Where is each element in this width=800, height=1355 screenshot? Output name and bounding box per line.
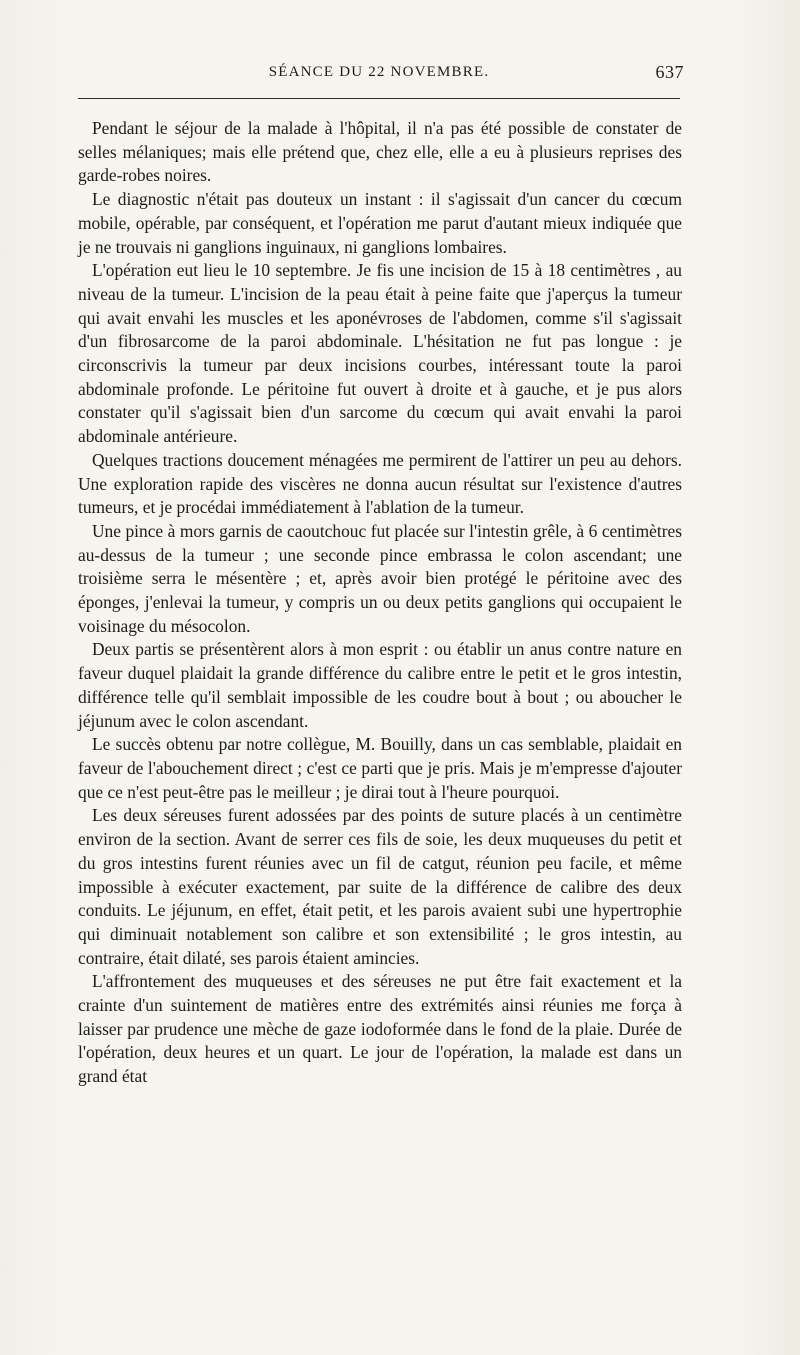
page-header bbox=[74, 64, 684, 86]
paragraph: L'opération eut lieu le 10 septembre. Je fis une incision de 15 à 18 centimètres , au niveau de la tumeur. L'incision de la peau était à peine faite que j'aperçus la tumeur qui avait envahi les muscles et les aponévroses de l'abdomen, comme s'il s'agissait d'un fibrosarcome de la paroi abdominale. L'hésitation ne fut pas longue : je circonscrivis la tumeur par deux incisions courbes, intéressant toute la paroi abdominale profonde. Le péritoine fut ouvert à droite et à gauche, et je pus alors constater qu'il s'agissait bien d'un sarcome du cœcum qui avait envahi la paroi abdominale antérieure. bbox=[78, 260, 682, 447]
paragraph: Une pince à mors garnis de caoutchouc fut placée sur l'intestin grêle, à 6 centimètres au-dessus de la tumeur ; une seconde pince embrassa le colon ascendant; une troisième serra le mésentère ; et, après avoir bien protégé le péritoine avec des éponges, j'enlevai la tumeur, y compris un ou deux petits ganglions qui occupaient le voisinage du mésocolon. bbox=[78, 520, 682, 636]
paragraph: Pendant le séjour de la malade à l'hôpital, il n'a pas été possible de constater de selles mélaniques; mais elle prétend que, chez elle, elle a eu à plusieurs reprises des garde-robes noires. bbox=[78, 118, 682, 186]
paragraph: Quelques tractions doucement ménagées me permirent de l'attirer un peu au dehors. Une exploration rapide des viscères ne donna aucun résultat sur l'existence d'autres tumeurs, et je procédai immédiatement à l'ablation de la tumeur. bbox=[78, 449, 682, 518]
body-text bbox=[78, 117, 682, 1089]
header-rule bbox=[78, 98, 680, 99]
paragraph: Les deux séreuses furent adossées par des points de suture placés à un centimètre environ de la section. Avant de serrer ces fils de soie, les deux muqueuses du petit et du gros intestins furent réunies avec un fil de catgut, réunion peu facile, et même impossible à exécuter exactement, par suite de la différence de calibre des deux conduits. Le jéjunum, en effet, était petit, et les parois avaient subi une hypertrophie qui diminuait notablement son calibre et son extensibilité ; le gros intestin, au contraire, était dilaté, ses parois étaient amincies. bbox=[78, 805, 682, 968]
paragraph: Le diagnostic n'était pas douteux un instant : il s'agissait d'un cancer du cœcum mobile, opérable, par conséquent, et l'opération me parut d'autant mieux indiquée que je ne trouvais ni ganglions inguinaux, ni ganglions lombaires. bbox=[78, 189, 682, 257]
page-number: 637 bbox=[655, 62, 684, 82]
paragraph: Deux partis se présentèrent alors à mon esprit : ou établir un anus contre nature en faveur duquel plaidait la grande différence du calibre entre le petit et le gros intestin, différence telle qu'il semblait impossible de les coudre bout à bout ; ou aboucher le jéjunum avec le colon ascendant. bbox=[78, 639, 682, 731]
paragraph: L'affrontement des muqueuses et des séreuses ne put être fait exactement et la crainte d'un suintement de matières entre des extrémités ainsi réunies me força à laisser par prudence une mèche de gaze iodoformée dans le fond de la plaie. Durée de l'opération, deux heures et un quart. Le jour de l'opération, la malade est dans un grand état bbox=[78, 971, 682, 1087]
running-head: SÉANCE DU 22 NOVEMBRE. bbox=[268, 64, 490, 80]
paragraph: Le succès obtenu par notre collègue, M. Bouilly, dans un cas semblable, plaidait en faveur de l'abouchement direct ; c'est ce parti que je pris. Mais je m'empresse d'ajouter que ce n'est peut-être pas le meilleur ; je dirai tout à l'heure pourquoi. bbox=[78, 734, 682, 802]
